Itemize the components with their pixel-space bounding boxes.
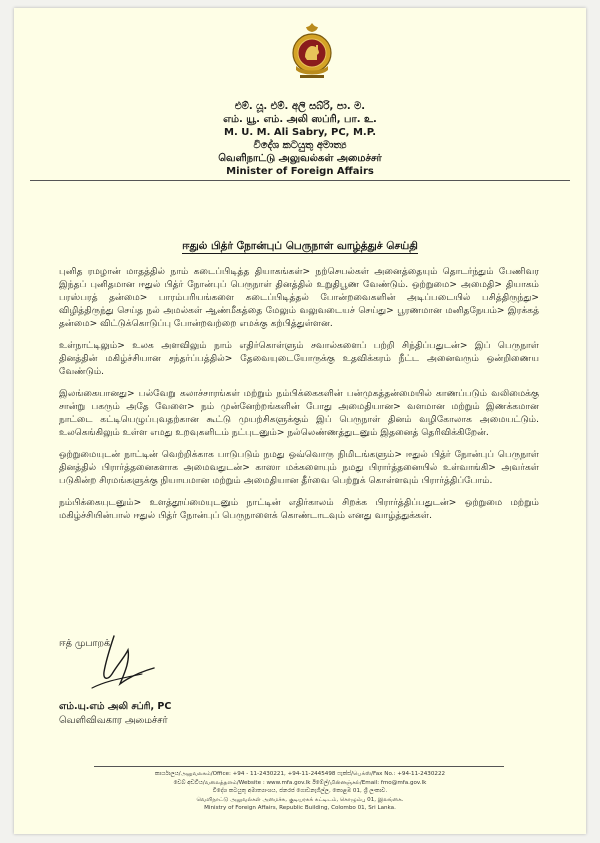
paragraph: உள்நாட்டிலும்> உலக அளவிலும் நாம் எதிர்கொள்ளும் சவால்களைப் பற்றி சிந்திப்பதுடன்> இப் பெருநாள் தினத்தின் மகிழ்ச்சியான சந்தர்ப்பத்தில்> தேவையுடையோருக்கு உதவிக்கரம் நீட்ட அனைவரும் ஒன்றிணைய வேண்டும்.: [59, 341, 539, 377]
footer-address-sinhala: විදේශ කටයුතු අමාත්‍යාංශය, ජනරජ ගොඩනැගිල්ල, කොළඹ 01, ශ්‍රී ලංකාව.: [212, 788, 388, 795]
handwritten-signature: [84, 628, 174, 698]
minister-name-tamil: எம். யூ. எம். அலி ஸப்ரி, பா. உ.: [223, 114, 377, 125]
paragraph: நம்பிக்கையுடனும்> உளத்தூய்மையுடனும் நாட்டின் எதிர்காலம் சிறக்க பிரார்த்திப்பதுடன்> ஒற்றுமை மற்றும் மகிழ்ச்சியின்பால் ஈதுல் பித்ர் நோன்புப் பெருநாளைக் கொண்டாடவும் எனது வாழ்த்துக்கள்.: [59, 498, 539, 521]
message-title: [14, 240, 586, 253]
letterhead: [14, 100, 586, 178]
footer-contact: [14, 770, 586, 813]
minister-name-sinhala: එම්. යූ. එම්. අලි සබ්රි, පා. ම.: [234, 101, 366, 112]
ministry-sinhala: විදේශ කටයුතු අමාත්‍ය: [253, 140, 347, 151]
letterhead-divider: [30, 180, 570, 181]
closing-greeting: ஈத் முபாறக்: [59, 638, 111, 649]
paragraph: ஒற்றுமையுடன் நாட்டின் வெற்றிக்காக பாடுபடும் நமது ஒவ்வொரு நிமிடங்களும்> ஈதுல் பித்ர் நோன்புப் பெருநாள் தினத்தில் பிரார்த்தனைகளாக அமைவதுடன்> காஸா மக்களையும் நமது பிரார்த்தனையில் உள்வாங்கி> அவர்கள் படுகின்ற சிரமங்களுக்கு நியாயமான மற்றும் அமைதியான தீர்வை பெற்றுக் கொள்ளவும் பிரார்த்திப்போம்.: [59, 450, 539, 486]
paragraph: புனித ரமழான் மாதத்தில் நாம் கடைப்பிடித்த தியாகங்கள்> நற்செயல்கள் அனைத்தையும் தொடர்ந்தும் பேணிவர இந்தப் புனிதமான ஈதுல் பித்ர் நோன்புப் பெருநாள் தினத்தில் உறுதிபூண வேண்டும். ஒற்றுமை> அமைதி> தியாகம் பரஸ்பரத் தன்மை> பாரம்பரியங்களை கடைப்பிடித்தல் போன்றவைகளின் அடிப்படையில் பசித்திருந்து> விழித்திருந்து செய்த நல் அமல்கள் ஆண்மீகத்தை மேலும் வலுவடையச் செய்து> பூரணமான மனிதநேயம்> இரக்கத் தன்மை> விட்டுக்கொடுப்பு போன்றவற்றை எமக்கு கற்பித்துள்ளன.: [59, 267, 539, 329]
ministry-tamil: வெளிநாட்டு அலுவல்கள் அமைச்சர்: [218, 153, 382, 164]
message-body: [59, 266, 539, 532]
ministry-english: Minister of Foreign Affairs: [226, 166, 374, 177]
footer-phone-line: කාර්යාලය/அலுவலகம்/Office: +94 - 11-2430221, +94-11-2445498 ෆැක්ස්/பெக்ஸ்/Fax No.: +94-11-2430222: [154, 771, 446, 777]
footer-web-line: වෙබ් අඩවිය/வலைத்தளம்/Website : www.mfa.gov.lk ඊමේල්/மின்னஞ்சல்/Email: fmo@mfa.gov.lk: [173, 779, 427, 786]
signer-title: வெளிவிவகார அமைச்சர்: [59, 715, 168, 726]
footer-address-tamil: வெளிநாட்டு அலுவல்கள் அமைச்சு, குடியரசுக் கட்டிடம், கொழும்பு 01, இலங்கை.: [196, 796, 404, 803]
message-title-text: ஈதுல் பித்ர் நோன்புப் பெருநாள் வாழ்த்துச் செய்தி: [182, 240, 418, 252]
footer-address-english: Ministry of Foreign Affairs, Republic Building, Colombo 01, Sri Lanka.: [204, 805, 396, 812]
national-emblem-icon: [290, 22, 334, 80]
footer-divider: [94, 766, 504, 767]
minister-name-english: M. U. M. Ali Sabry, PC, M.P.: [224, 127, 376, 138]
letter-page: [14, 8, 586, 834]
paragraph: இலங்கையானது> பல்வேறு கலாச்சாரங்கள் மற்றும் நம்பிக்கைகளின் பன்முகத்தன்மையில் காணப்படும் வலிமைக்கு சான்று பகரும் அதே வேளை> நம் முன்னேற்றங்களின் போது அமைதியான> வளமான மற்றும் இணக்கமான நாட்டை கட்டியெழுப்புவதற்கான கூட்டு முயற்சிகளுக்கும் இப் பெருநாள் தினம் வழிகோலாக அமையட்டும். உலகெங்கிலும் உள்ள எமது உறவுகளிடம் நட்புடனும்> நல்லெண்ணத்துடனும் இதனைத் தெரிவிக்கிறேன்.: [59, 389, 539, 438]
signer-name: எம்.யு.எம் அலி சப்ரி, PC: [59, 701, 172, 712]
